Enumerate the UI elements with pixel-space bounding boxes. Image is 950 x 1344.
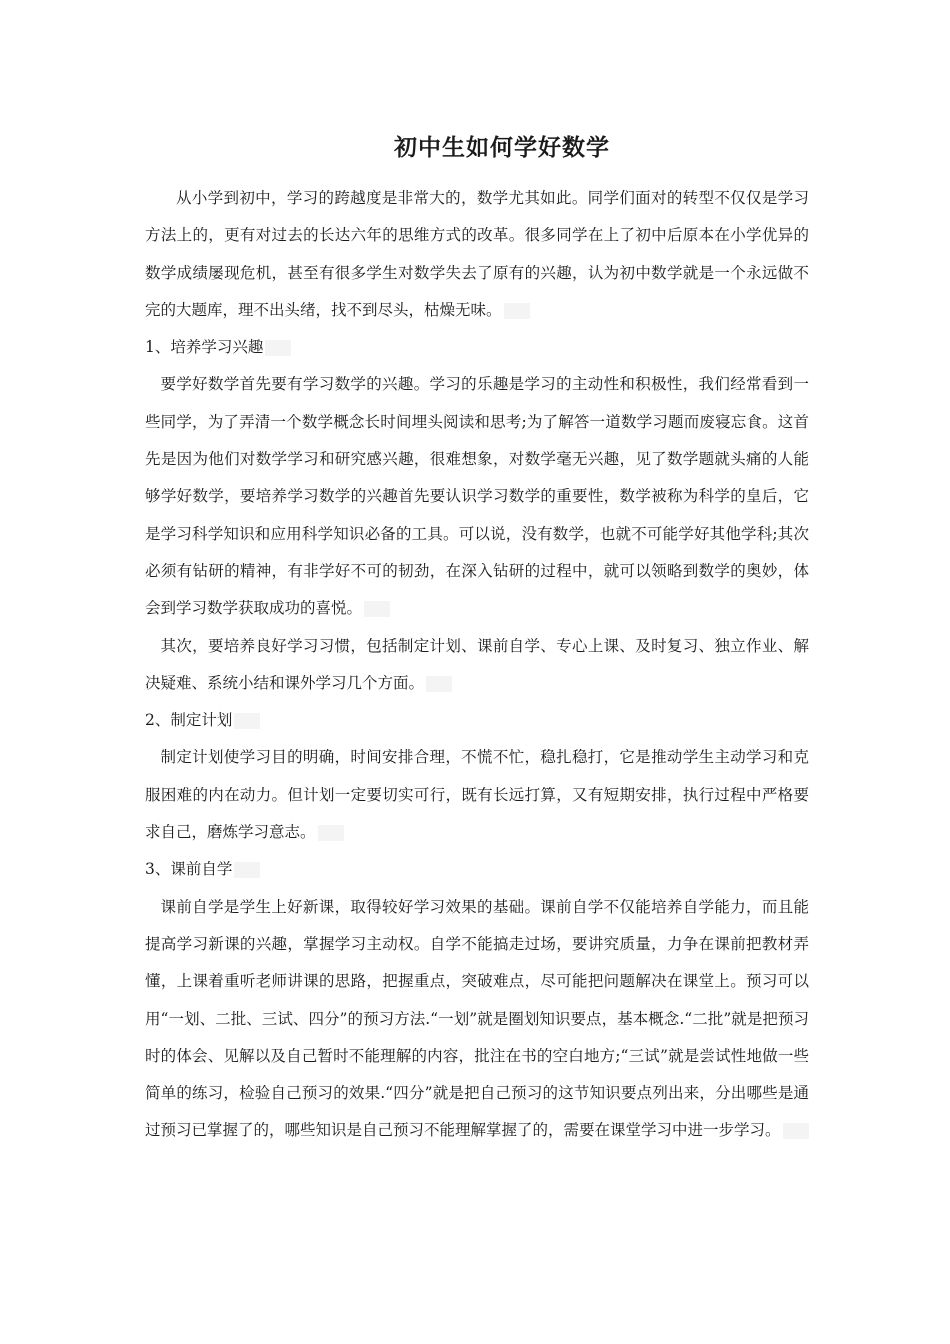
document-title: 初中生如何学好数学 [394,134,610,161]
paragraph-text: 其次，要培养良好学习习惯，包括制定计划、课前自学、专心上课、及时复习、独立作业、解决疑难、系统小结和课外学习几个方面。 [145,636,809,692]
intro-paragraph [145,180,809,329]
paragraph-end-mark [234,713,260,729]
paragraph-habits [145,628,809,703]
section-heading-plan [145,702,809,739]
paragraph-end-mark [318,825,344,841]
paragraph-text: 制定计划使学习目的明确，时间安排合理，不慌不忙，稳扎稳打，它是推动学生主动学习和克服困难的内在动力。但计划一定要切实可行，既有长远打算，又有短期安排，执行过程中严格要求自己，磨炼学习意志。 [145,748,809,842]
paragraph-end-mark [504,303,530,319]
paragraph-plan [145,739,809,851]
paragraph-preview [145,889,809,1150]
section-heading-text: 1、培养学习兴趣 [145,338,264,357]
intro-text: 从小学到初中，学习的跨越度是非常大的，数学尤其如此。同学们面对的转型不仅仅是学习方法上的，更有对过去的长达六年的思维方式的改革。很多同学在上了初中后原本在小学优异的数学成绩屡现危机，甚至有很多学生对数学失去了原有的兴趣，认为初中数学就是一个永远做不完的大题库，理不出头绪，找不到尽头，枯燥无味。 [145,189,809,319]
paragraph-end-mark [783,1123,809,1139]
section-heading-preview [145,851,809,888]
paragraph-end-mark [426,676,452,692]
section-heading-text: 2、制定计划 [145,711,233,730]
paragraph-end-mark [265,340,291,356]
paragraph-interest [145,366,809,627]
section-heading-interest [145,329,809,366]
paragraph-end-mark [234,862,260,878]
paragraph-end-mark [364,601,390,617]
section-heading-text: 3、课前自学 [145,860,233,879]
paragraph-text: 要学好数学首先要有学习数学的兴趣。学习的乐趣是学习的主动性和积极性，我们经常看到一些同学，为了弄清一个数学概念长时间埋头阅读和思考;为了解答一道数学习题而废寝忘食。这首先是因为他们对数学学习和研究感兴趣，很难想象，对数学毫无兴趣，见了数学题就头痛的人能够学好数学，要培养学习数学的兴趣首先要认识学习数学的重要性，数学被称为科学的皇后，它是学习科学知识和应用科学知识必备的工具。可以说，没有数学，也就不可能学好其他学科;其次必须有钻研的精神，有非学好不可的韧劲，在深入钻研的过程中，就可以领略到数学的奥妙，体会到学习数学获取成功的喜悦。 [145,375,809,618]
paragraph-text: 课前自学是学生上好新课，取得较好学习效果的基础。课前自学不仅能培养自学能力，而且能提高学习新课的兴趣，掌握学习主动权。自学不能搞走过场，要讲究质量，力争在课前把教材弄懂，上课着重听老师讲课的思路，把握重点，突破难点，尽可能把问题解决在课堂上。预习可以用“一划、二批、三试、四分”的预习方法.“一划”就是圈划知识要点，基本概念.“二批”就是把预习时的体会、见解以及自己暂时不能理解的内容，批注在书的空白地方;“三试”就是尝试性地做一些简单的练习，检验自己预习的效果.“四分”就是把自己预习的这节知识要点列出来，分出哪些是通过预习已掌握了的，哪些知识是自己预习不能理解掌握了的，需要在课堂学习中进一步学习。 [145,897,809,1140]
document-body [145,128,809,1150]
